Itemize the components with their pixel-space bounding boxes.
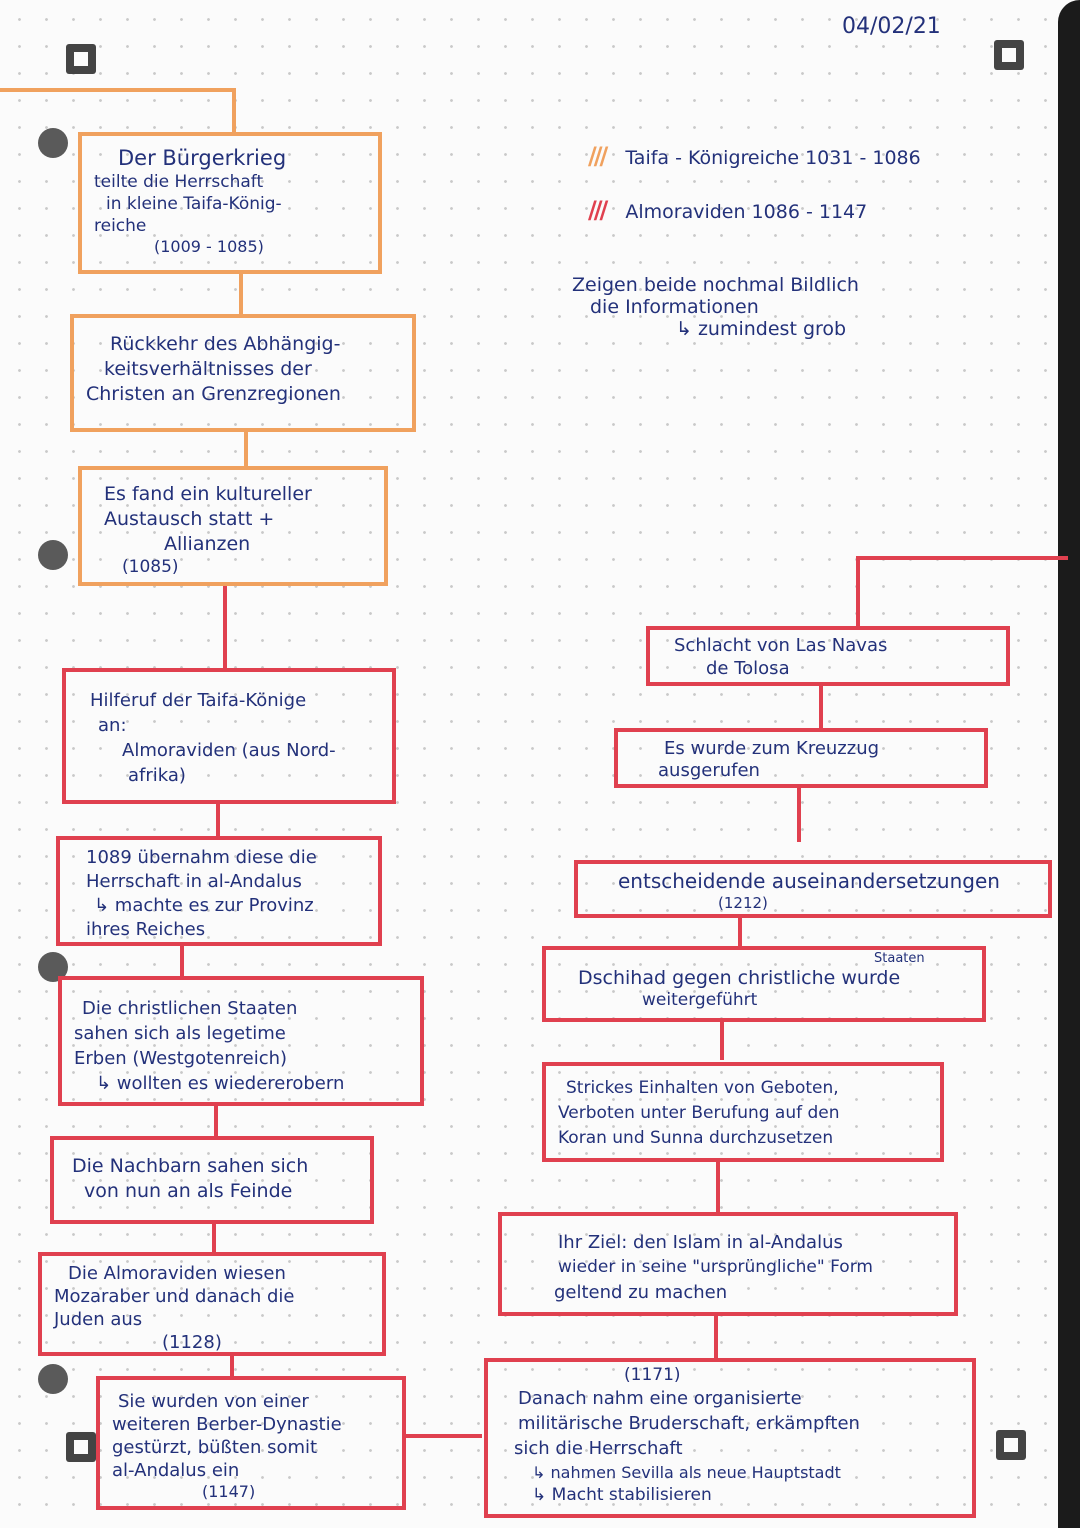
flow-box-ausweisung <box>38 1252 386 1356</box>
box-line: al-Andalus ein <box>112 1460 240 1481</box>
box-line: sahen sich als legetime <box>74 1023 286 1044</box>
box-line: (1009 - 1085) <box>154 237 264 256</box>
connector-line <box>216 802 220 838</box>
box-line: ↳ Macht stabilisieren <box>532 1485 712 1505</box>
box-line: Mozaraber und danach die <box>54 1286 295 1307</box>
legend-item-almoraviden <box>588 196 867 224</box>
box-line: Strickes Einhalten von Geboten, <box>566 1078 839 1098</box>
box-line: Die christlichen Staaten <box>82 998 298 1019</box>
corner-mark-bottom-right <box>996 1430 1026 1460</box>
box-line: afrika) <box>128 765 186 786</box>
box-line: (1128) <box>162 1332 222 1353</box>
box-line: Schlacht von Las Navas <box>674 635 888 656</box>
connector-line <box>232 88 236 134</box>
connector-line <box>856 556 1068 560</box>
box-line: Rückkehr des Abhängig- <box>110 333 341 355</box>
connector-line <box>223 584 227 670</box>
box-line: ihres Reiches <box>86 919 206 940</box>
connector-line <box>714 1314 718 1360</box>
box-line: weiteren Berber-Dynastie <box>112 1414 342 1435</box>
legend-item-taifa <box>588 142 921 170</box>
binder-hole <box>38 1364 68 1394</box>
box-line: Allianzen <box>164 533 251 555</box>
flow-box-bruderschaft <box>484 1358 976 1518</box>
page-edge <box>1058 0 1080 1528</box>
box-line: entscheidende auseinandersetzungen <box>618 869 1000 893</box>
flow-box-hilferuf <box>62 668 396 804</box>
connector-line <box>0 88 236 92</box>
box-line: ausgerufen <box>658 760 760 781</box>
box-line: Der Bürgerkrieg <box>118 146 287 170</box>
flow-box-uebernahme <box>56 836 382 946</box>
flow-box-auseinandersetzungen <box>574 860 1052 918</box>
box-line: Koran und Sunna durchzusetzen <box>558 1128 834 1148</box>
connector-line <box>212 1222 216 1254</box>
box-line: Juden aus <box>54 1309 143 1330</box>
box-line: Danach nahm eine organisierte <box>518 1388 802 1409</box>
connector-line <box>244 430 248 468</box>
connector-line <box>404 1434 482 1438</box>
box-line: von nun an als Feinde <box>84 1180 293 1202</box>
connector-line <box>716 1160 720 1214</box>
connector-line <box>738 916 742 946</box>
box-line: keitsverhältnisses der <box>104 358 312 380</box>
flow-box-gestuerzt <box>96 1376 406 1510</box>
side-note <box>572 274 859 340</box>
flow-box-christliche-staaten <box>58 976 424 1106</box>
box-line: (1085) <box>122 557 179 577</box>
legend-text: Taifa - Königreiche 1031 - 1086 <box>625 147 921 169</box>
box-line: Almoraviden (aus Nord- <box>122 740 336 761</box>
box-line: Christen an Grenzregionen <box>86 383 341 405</box>
flow-box-nachbarn <box>50 1136 374 1224</box>
box-line: ↳ wollten es wiedererobern <box>96 1073 345 1094</box>
flow-box-abhaengigkeit <box>70 314 416 432</box>
flow-box-schlacht <box>646 626 1010 686</box>
binder-hole <box>38 540 68 570</box>
box-line: in kleine Taifa-König- <box>106 194 282 214</box>
box-line: ↳ machte es zur Provinz <box>94 895 314 916</box>
box-line: Dschihad gegen christliche wurde <box>578 967 901 989</box>
side-note-line: ↳ zumindest grob <box>676 318 847 340</box>
box-line: geltend zu machen <box>554 1282 728 1303</box>
binder-hole <box>38 128 68 158</box>
box-line: Es wurde zum Kreuzzug <box>664 738 880 759</box>
box-line: Verboten unter Berufung auf den <box>558 1103 840 1123</box>
box-line: weitergeführt <box>642 990 758 1010</box>
flow-box-austausch <box>78 466 388 586</box>
box-line: Hilferuf der Taifa-Könige <box>90 690 307 711</box>
box-line: Staaten <box>874 951 925 966</box>
flow-box-gebote <box>542 1062 944 1162</box>
flow-box-dschihad <box>542 946 986 1022</box>
box-line: Austausch statt + <box>104 508 275 530</box>
box-line: (1212) <box>718 894 768 912</box>
box-line: Ihr Ziel: den Islam in al-Andalus <box>558 1232 843 1253</box>
connector-line <box>720 1020 724 1060</box>
connector-line <box>230 1354 234 1378</box>
box-line: Sie wurden von einer <box>118 1391 309 1412</box>
flow-box-kreuzzug <box>614 728 988 788</box>
connector-line <box>797 786 801 842</box>
box-line: Die Nachbarn sahen sich <box>72 1155 309 1177</box>
connector-line <box>180 942 184 978</box>
box-line: ↳ nahmen Sevilla als neue Hauptstadt <box>532 1463 841 1482</box>
box-line: Die Almoraviden wiesen <box>68 1263 286 1284</box>
box-line: Erben (Westgotenreich) <box>74 1048 288 1069</box>
box-line: Herrschaft in al-Andalus <box>86 871 302 892</box>
box-line: (1147) <box>202 1482 256 1501</box>
corner-mark-bottom-left <box>66 1432 96 1462</box>
connector-line <box>214 1104 218 1138</box>
connector-line <box>819 684 823 728</box>
box-line: sich die Herrschaft <box>514 1438 683 1459</box>
box-line: wieder in seine "ursprüngliche" Form <box>558 1257 873 1277</box>
box-line: reiche <box>94 216 147 236</box>
box-line: gestürzt, büßten somit <box>112 1437 318 1458</box>
box-line: teilte die Herrschaft <box>94 172 264 192</box>
corner-mark-top-left <box>66 44 96 74</box>
box-line: 1089 übernahm diese die <box>86 847 317 868</box>
legend-marker-icon: /// <box>588 142 606 170</box>
box-line: an: <box>98 715 127 736</box>
side-note-line: Zeigen beide nochmal Bildlich <box>572 274 859 296</box>
legend-text: Almoraviden 1086 - 1147 <box>625 201 868 223</box>
corner-mark-top-right <box>994 40 1024 70</box>
box-line: (1171) <box>624 1365 681 1385</box>
date-label: 04/02/21 <box>842 14 941 39</box>
legend-marker-icon: /// <box>588 196 606 224</box>
box-line: de Tolosa <box>706 658 790 679</box>
connector-line <box>856 556 860 628</box>
box-line: Es fand ein kultureller <box>104 483 312 505</box>
flow-box-buergerkrieg <box>78 132 382 274</box>
box-line: militärische Bruderschaft, erkämpften <box>518 1413 860 1434</box>
side-note-line: die Informationen <box>590 296 759 318</box>
flow-box-ziel <box>498 1212 958 1316</box>
connector-line <box>239 272 243 316</box>
